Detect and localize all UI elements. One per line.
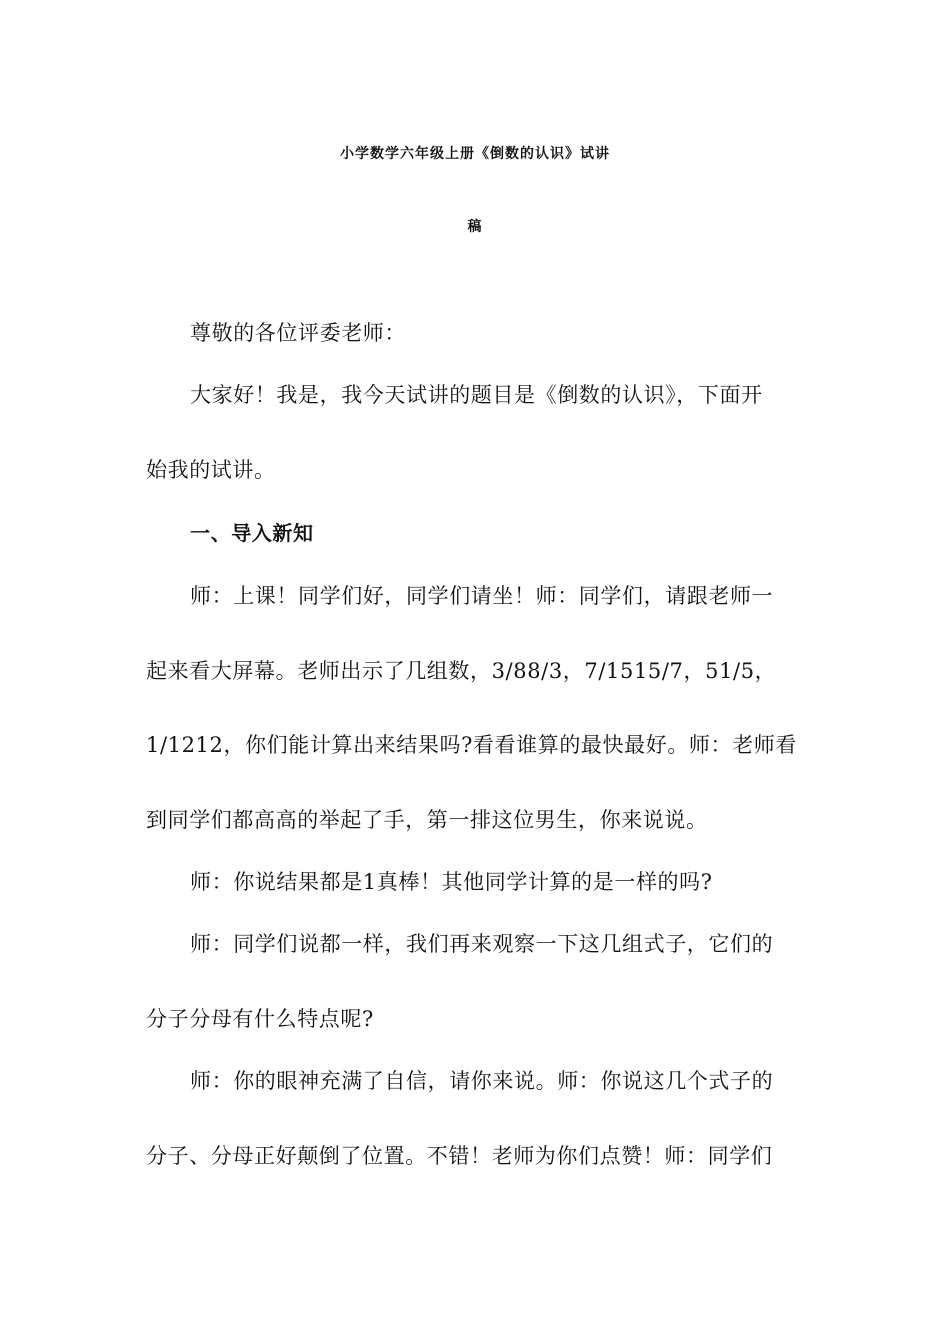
salutation: 尊敬的各位评委老师：	[190, 321, 406, 345]
paragraph-line: 师：上课！同学们好，同学们请坐！师：同学们，请跟老师一	[190, 584, 774, 608]
paragraph-line: 分子分母有什么特点呢?	[146, 1007, 374, 1031]
paragraph-line: 师：你的眼神充满了自信，请你来说。师：你说这几个式子的	[190, 1069, 774, 1093]
paragraph-line: 师：你说结果都是1真棒！其他同学计算的是一样的吗?	[190, 870, 713, 894]
section-heading: 一、导入新知	[190, 521, 314, 545]
paragraph-line: 师：同学们说都一样，我们再来观察一下这几组式子，它们的	[190, 932, 774, 956]
document-title-line-2: 稿	[467, 219, 483, 235]
paragraph-line: 分子、分母正好颠倒了位置。不错！老师为你们点赞！师：同学们	[146, 1144, 773, 1168]
paragraph-line: 大家好！我是，我今天试讲的题目是《倒数的认识》，下面开	[190, 383, 763, 407]
paragraph-line: 到同学们都高高的举起了手，第一排这位男生，你来说说。	[146, 808, 708, 832]
paragraph-line: 始我的试讲。	[146, 458, 276, 482]
document-title-line-1: 小学数学六年级上册《倒数的认识》试讲	[340, 146, 610, 162]
paragraph-line: 1/1212，你们能计算出来结果吗?看看谁算的最快最好。师：老师看	[146, 733, 797, 757]
paragraph-line: 起来看大屏幕。老师出示了几组数，3/88/3，7/1515/7，51/5，	[146, 659, 777, 683]
